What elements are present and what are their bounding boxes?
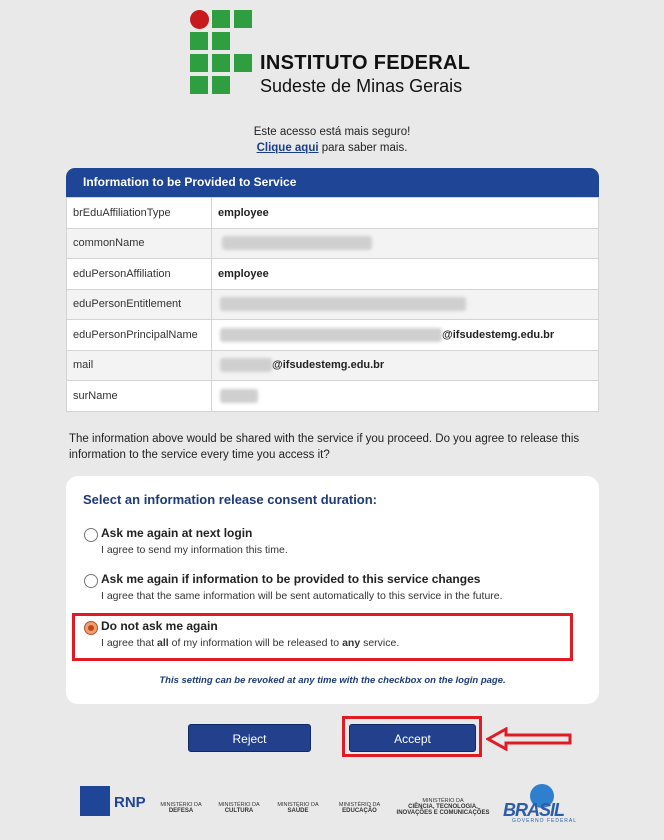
radio-do-not-ask[interactable] bbox=[84, 621, 98, 635]
attribute-table-header: Information to be Provided to Service bbox=[66, 168, 599, 197]
attribute-name: eduPersonEntitlement bbox=[67, 289, 212, 320]
option-desc: I agree that the same information will be sent automatically to this service in the future. bbox=[101, 590, 503, 602]
ministry-educacao: MINISTÉRIO DA EDUCAÇÃO bbox=[338, 802, 381, 814]
brasil-logo: BRASIL bbox=[503, 800, 564, 820]
consent-duration-box bbox=[66, 476, 599, 704]
option-desc: I agree to send my information this time. bbox=[101, 544, 288, 556]
attribute-value-redacted bbox=[212, 381, 599, 412]
learn-more-rest: para saber mais. bbox=[318, 142, 408, 154]
logo-grid-icon bbox=[190, 10, 252, 96]
accept-button[interactable]: Accept bbox=[349, 724, 476, 752]
mail-domain: @ifsudestemg.edu.br bbox=[272, 359, 385, 372]
learn-more-link[interactable]: Clique aqui bbox=[256, 142, 319, 154]
attribute-name: eduPersonPrincipalName bbox=[67, 320, 212, 351]
option-desc: I agree that all of my information will be released to any service. bbox=[101, 637, 400, 649]
logo-title: INSTITUTO FEDERAL bbox=[260, 52, 471, 74]
option-label: Ask me again if information to be provided to this service changes bbox=[101, 572, 481, 586]
option-label: Do not ask me again bbox=[101, 619, 218, 633]
radio-info-changes[interactable] bbox=[84, 574, 98, 588]
ministry-ciencia: MINISTÉRIO DA CIÊNCIA, TECNOLOGIA, INOVAÇÕES E COMUNICAÇÕES bbox=[396, 798, 490, 816]
institute-logo bbox=[190, 10, 490, 100]
option-label: Ask me again at next login bbox=[101, 526, 253, 540]
table-row bbox=[67, 381, 599, 412]
revoke-note: This setting can be revoked at any time with the checkbox on the login page. bbox=[159, 675, 506, 686]
consent-title: Select an information release consent duration: bbox=[83, 492, 378, 507]
secure-notice bbox=[0, 124, 664, 156]
ministry-cultura: MINISTÉRIO DA CULTURA bbox=[218, 802, 260, 814]
table-row bbox=[67, 350, 599, 381]
ministry-defesa: MINISTÉRIO DA DEFESA bbox=[160, 802, 202, 814]
rnp-logo-text: RNP bbox=[114, 794, 146, 811]
attribute-name: commonName bbox=[67, 228, 212, 259]
attribute-name: mail bbox=[67, 350, 212, 381]
table-row bbox=[67, 289, 599, 320]
table-row bbox=[67, 198, 599, 229]
table-row bbox=[67, 259, 599, 290]
table-row bbox=[67, 228, 599, 259]
attribute-name: eduPersonAffiliation bbox=[67, 259, 212, 290]
attribute-name: brEduAffiliationType bbox=[67, 198, 212, 229]
attribute-table bbox=[66, 197, 599, 412]
reject-button[interactable]: Reject bbox=[188, 724, 311, 752]
brasil-subtitle: GOVERNO FEDERAL bbox=[512, 818, 578, 824]
ministry-saude: MINISTÉRIO DA SAÚDE bbox=[277, 802, 319, 814]
attribute-value: employee bbox=[212, 198, 599, 229]
logo-subtitle: Sudeste de Minas Gerais bbox=[260, 76, 463, 96]
attribute-value bbox=[212, 320, 599, 351]
radio-next-login[interactable] bbox=[84, 528, 98, 542]
principal-domain: @ifsudestemg.edu.br bbox=[442, 328, 555, 341]
table-row bbox=[67, 320, 599, 351]
attribute-table-card bbox=[66, 168, 599, 412]
rnp-logo-icon bbox=[80, 786, 110, 816]
attribute-value bbox=[212, 350, 599, 381]
attribute-name: surName bbox=[67, 381, 212, 412]
footer-logos bbox=[0, 782, 664, 832]
attribute-value-redacted bbox=[212, 228, 599, 259]
secure-notice-text: Este acesso está mais seguro! bbox=[253, 126, 411, 138]
attribute-value: employee bbox=[212, 259, 599, 290]
release-question: The information above would be shared with the service if you proceed. Do you agree to release this information to the service every time you access it? bbox=[69, 433, 580, 461]
attribute-value-redacted bbox=[212, 289, 599, 320]
arrow-left-icon bbox=[486, 727, 572, 751]
